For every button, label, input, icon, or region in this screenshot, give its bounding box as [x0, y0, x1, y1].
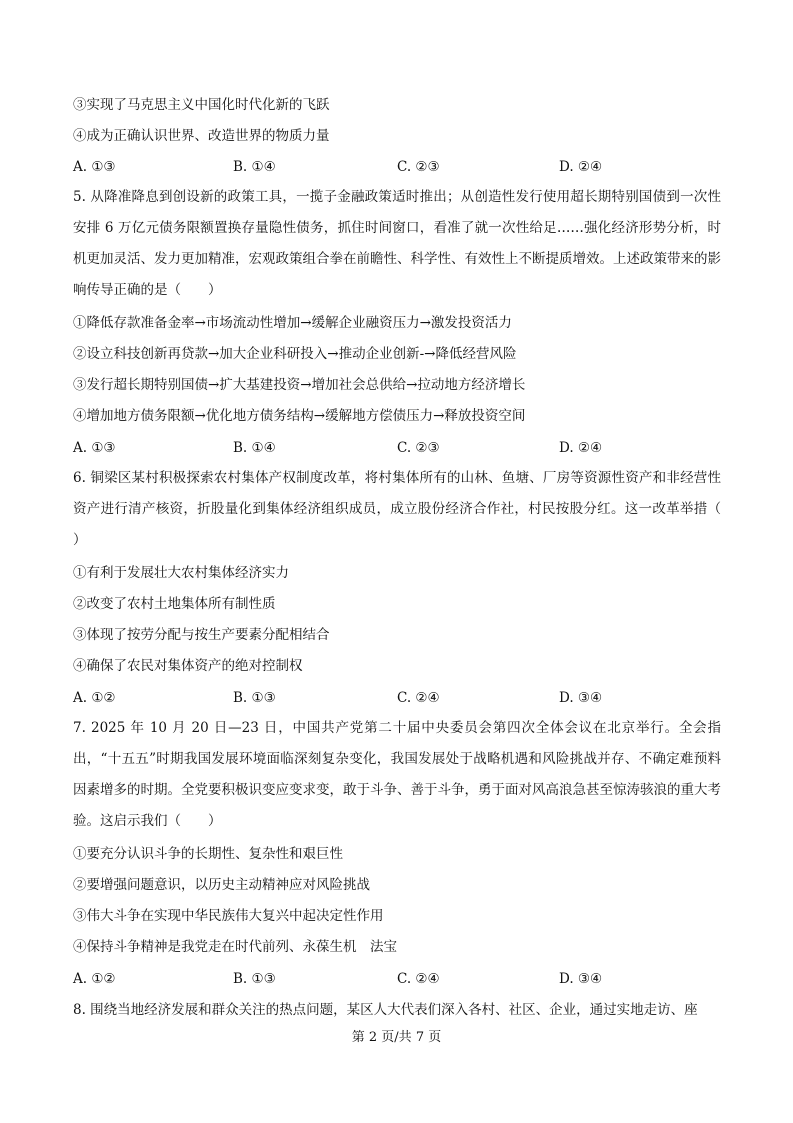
q5-item-3: ③发行超长期特别国债→扩大基建投资→增加社会总供给→拉动地方经济增长: [73, 377, 526, 393]
q8-stem: 8. 围绕当地经济发展和群众关注的热点问题，某区人大代表们深入各村、社区、企业，通过实地走访、座: [73, 1002, 698, 1018]
q5-option-d[interactable]: D. ②④: [559, 440, 603, 456]
q5-option-c[interactable]: C. ②③: [397, 440, 440, 456]
q7-option-d[interactable]: D. ③④: [559, 971, 603, 987]
q7-option-b[interactable]: B. ①③: [233, 971, 276, 987]
q6-options: [73, 689, 673, 707]
q7-item-3: ③伟大斗争在实现中华民族伟大复兴中起决定性作用: [73, 908, 384, 924]
q6-item-2: ②改变了农村土地集体所有制性质: [73, 596, 276, 612]
q6-item-3: ③体现了按劳分配与按生产要素分配相结合: [73, 627, 330, 643]
q6-stem: 6. 铜梁区某村积极探索农村集体产权制度改革，将村集体所有的山林、鱼塘、厂房等资源性资产和非经营性资产进行清产核资，折股量化到集体经济组织成员，成立股份经济合作社，村民按股分红。这一改革举措（ ）: [73, 470, 748, 548]
q7-item-1: ①要充分认识斗争的长期性、复杂性和艰巨性: [73, 846, 343, 862]
q6-item-4: ④确保了农民对集体资产的绝对控制权: [73, 658, 303, 674]
q4-item-4: ④成为正确认识世界、改造世界的物质力量: [73, 128, 330, 144]
q7-options: [73, 970, 673, 988]
q5-item-4: ④增加地方债务限额→优化地方债务结构→缓解地方偿债压力→释放投资空间: [73, 408, 526, 424]
q7-option-a[interactable]: A. ①②: [73, 971, 116, 987]
q7-item-4: ④保持斗争精神是我党走在时代前列、永葆生机 法宝: [73, 939, 397, 955]
q4-item-3: ③实现了马克思主义中国化时代化新的飞跃: [73, 97, 330, 113]
q4-option-a[interactable]: A. ①③: [73, 159, 116, 175]
q6-item-1: ①有利于发展壮大农村集体经济实力: [73, 565, 289, 581]
q6-option-a[interactable]: A. ①②: [73, 690, 116, 706]
q6-option-d[interactable]: D. ③④: [559, 690, 603, 706]
q4-option-d[interactable]: D. ②④: [559, 159, 603, 175]
q5-stem: 5. 从降准降息到创设新的政策工具，一揽子金融政策适时推出；从创造性发行使用超长期特别国债到一次性安排 6 万亿元债务限额置换存量隐性债务，抓住时间窗口，看准了就一次性给足……强化经济形势分析，时机更加灵活、发力更加精准，宏观政策组合拳在前瞻性、科学性、有效性上不断提质增效。上述政策带来的影响传导正确的是（ ）: [73, 189, 721, 298]
q4-option-c[interactable]: C. ②③: [397, 159, 440, 175]
page-footer: 第 2 页/共 7 页: [351, 1030, 442, 1045]
q5-item-1: ①降低存款准备金率→市场流动性增加→缓解企业融资压力→激发投资活力: [73, 315, 512, 331]
q6-option-b[interactable]: B. ①③: [233, 690, 276, 706]
q5-options: [73, 439, 673, 457]
q5-item-2: ②设立科技创新再贷款→加大企业科研投入→推动企业创新-→降低经营风险: [73, 346, 517, 362]
q5-option-a[interactable]: A. ①③: [73, 440, 116, 456]
q4-option-b[interactable]: B. ①④: [233, 159, 276, 175]
q7-stem: 7. 2025 年 10 月 20 日—23 日，中国共产党第二十届中央委员会第四次全体会议在北京举行。全会指出，“十五五”时期我国发展环境面临深刻复杂变化，我国发展处于战略机遇和风险挑战并存、不确定难预料因素增多的时期。全党要积极识变应变求变，敢于斗争、善于斗争，勇于面对风高浪急甚至惊涛骇浪的重大考验。这启示我们（ ）: [73, 720, 721, 829]
q7-option-c[interactable]: C. ②④: [397, 971, 440, 987]
q4-options: [73, 158, 673, 176]
q6-option-c[interactable]: C. ②④: [397, 690, 440, 706]
q5-option-b[interactable]: B. ①④: [233, 440, 276, 456]
q7-item-2: ②要增强问题意识，以历史主动精神应对风险挑战: [73, 877, 370, 893]
